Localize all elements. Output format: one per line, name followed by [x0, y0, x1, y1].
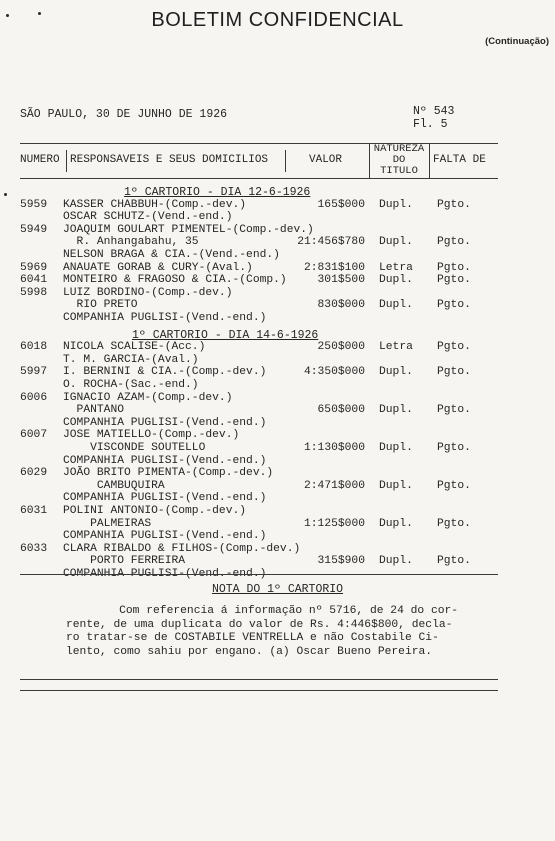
entry-number: 5949: [20, 223, 48, 236]
entry-description: CAMBUQUIRA: [63, 479, 165, 492]
table-row: [0, 455, 555, 468]
entry-value: 2:831$100: [303, 261, 365, 274]
entry-description: NELSON BRAGA & CIA.-(Vend.-end.): [63, 249, 280, 261]
table-row: [0, 211, 555, 224]
note-body: [66, 605, 512, 659]
entry-description: O. ROCHA-(Sac.-end.): [63, 379, 199, 391]
entry-reason: Pgto.: [437, 366, 471, 379]
entry-description: RIO PRETO: [63, 299, 138, 312]
sheet-number: Fl. 5: [413, 118, 448, 131]
entry-value: 250$000: [317, 341, 365, 354]
table-row: [0, 505, 555, 518]
entry-title-type: Dupl.: [379, 198, 413, 211]
entry-number: 6041: [20, 274, 48, 287]
section-title: 1º CARTORIO - DIA 12-6-1926: [124, 186, 311, 199]
entry-value: 2:471$000: [303, 479, 365, 492]
col-divider: [66, 150, 67, 172]
entry-description: JOSE MATIELLO-(Comp.-dev.): [63, 429, 240, 442]
margin-mark: [4, 193, 7, 196]
entry-description: OSCAR SCHUTZ-(Vend.-end.): [63, 211, 233, 224]
col-header-falta: FALTA DE: [433, 154, 486, 166]
continuation-label: (Continuação): [485, 36, 549, 47]
entry-value: 315$900: [317, 555, 365, 568]
section-title: 1º CARTORIO - DIA 14-6-1926: [132, 328, 319, 342]
entry-value: 1:130$000: [303, 442, 365, 454]
entry-title-type: Dupl.: [379, 555, 413, 568]
entry-reason: Pgto.: [437, 555, 471, 568]
entry-title-type: Letra: [379, 341, 413, 354]
entry-reason: Pgto.: [437, 442, 471, 454]
entry-description: POLINI ANTONIO-(Comp.-dev.): [63, 505, 247, 517]
entry-number: 6006: [20, 391, 48, 404]
entry-description: PORTO FERREIRA: [63, 555, 186, 568]
entry-title-type: Dupl.: [379, 299, 413, 312]
entry-description: PALMEIRAS: [63, 517, 152, 530]
entry-value: 4:350$000: [303, 366, 365, 379]
entry-description: ANAUATE GORAB & CURY-(Aval.): [63, 261, 253, 274]
table-end-rule: [20, 574, 498, 575]
issue-date: SÃO PAULO, 30 DE JUNHO DE 1926: [20, 108, 228, 121]
footer-rule: [20, 690, 498, 691]
entry-description: KASSER CHABBUH-(Comp.-dev.): [63, 198, 247, 211]
table-row: [0, 249, 555, 262]
col-header-natureza-titulo: TITULO: [380, 165, 418, 177]
col-divider: [285, 150, 286, 172]
table-row: [0, 417, 555, 430]
entry-description: COMPANHIA PUGLISI-(Vend.-end.): [63, 530, 267, 543]
entry-reason: Pgto.: [437, 341, 471, 354]
table-row: [0, 354, 555, 367]
footer-rule: [20, 679, 498, 680]
entry-number: 5969: [20, 261, 48, 274]
entry-description: COMPANHIA PUGLISI-(Vend.-end.): [63, 454, 267, 467]
entry-title-type: Letra: [379, 261, 413, 274]
table-row: [0, 236, 555, 249]
table-row: [0, 341, 555, 354]
col-divider: [429, 143, 430, 178]
entry-title-type: Dupl.: [379, 517, 413, 530]
entry-reason: Pgto.: [437, 517, 471, 530]
entry-description: T. M. GARCIA-(Aval.): [63, 353, 199, 366]
note-title: NOTA DO 1º CARTORIO: [211, 583, 344, 596]
table-row: [0, 287, 555, 300]
entry-description: LUIZ BORDINO-(Comp.-dev.): [63, 286, 233, 299]
note-line: ro tratar-se de COSTABILE VENTRELLA e não Costabile Ci-: [66, 632, 439, 644]
entry-description: COMPANHIA PUGLISI-(Vend.-end.): [63, 492, 267, 505]
entry-title-type: Dupl.: [379, 442, 413, 454]
table-row: [0, 442, 555, 455]
entry-reason: Pgto.: [437, 479, 471, 492]
entry-title-type: Dupl.: [379, 404, 413, 417]
entry-number: 6031: [20, 505, 48, 517]
table-row: [0, 429, 555, 442]
table-row: [0, 262, 555, 275]
col-header-responsaveis: RESPONSAVEIS E SEUS DOMICILIOS: [70, 154, 269, 166]
table-row: [0, 404, 555, 417]
table-row: [0, 480, 555, 493]
table-row: [0, 312, 555, 325]
entry-description: R. Anhangabahu, 35: [63, 236, 199, 249]
entry-reason: Pgto.: [437, 198, 471, 211]
entry-number: 5998: [20, 286, 48, 299]
entry-value: 650$000: [317, 404, 365, 417]
bulletin-title: BOLETIM CONFIDENCIAL: [151, 9, 404, 31]
table-row: [0, 530, 555, 543]
entry-value: 165$000: [317, 198, 365, 211]
entry-reason: Pgto.: [437, 404, 471, 417]
entry-title-type: Dupl.: [379, 366, 413, 379]
entry-number: 5959: [20, 198, 48, 211]
table-row: [0, 274, 555, 287]
entry-number: 6007: [20, 429, 48, 442]
entry-reason: Pgto.: [437, 274, 471, 287]
table-row: [0, 224, 555, 237]
entry-value: 301$500: [317, 274, 365, 287]
entry-description: CLARA RIBALDO & FILHOS-(Comp.-dev.): [63, 542, 301, 555]
entry-description: JOÃO BRITO PIMENTA-(Comp.-dev.): [63, 467, 274, 480]
note-line: lento, como sahiu por engano. (a) Oscar Bueno Pereira.: [66, 645, 433, 658]
entry-value: 830$000: [317, 299, 365, 312]
col-header-natureza: NATUREZA: [373, 143, 425, 155]
issue-number: Nº 543: [413, 105, 455, 118]
col-header-natureza-do: DO: [392, 154, 406, 166]
margin-mark: [6, 14, 9, 17]
entry-description: COMPANHIA PUGLISI-(Vend.-end.): [63, 568, 267, 580]
col-header-numero: NUMERO: [20, 154, 60, 166]
entry-number: 6029: [20, 467, 48, 480]
margin-mark: [38, 12, 41, 15]
table-row: [0, 379, 555, 392]
entry-description: COMPANHIA PUGLISI-(Vend.-end.): [63, 312, 267, 324]
table-row: [0, 543, 555, 556]
note-line: Com referencia á informação nº 5716, de 24 do cor-: [92, 605, 459, 617]
note-line: rente, de uma duplicata do valor de Rs. 4:446$800, decla-: [66, 618, 453, 631]
table-row: [0, 492, 555, 505]
entry-description: VISCONDE SOUTELLO: [63, 442, 206, 454]
entry-title-type: Dupl.: [379, 274, 413, 287]
entry-reason: Pgto.: [437, 299, 471, 312]
table-row: [0, 199, 555, 212]
table-row: [0, 299, 555, 312]
entry-description: JOAQUIM GOULART PIMENTEL-(Comp.-dev.): [63, 223, 314, 236]
entry-value: 1:125$000: [303, 517, 365, 530]
entry-title-type: Dupl.: [379, 236, 413, 249]
entry-value: 21:456$780: [297, 236, 365, 249]
entry-description: MONTEIRO & FRAGOSO & CIA.-(Comp.): [63, 274, 287, 287]
entry-reason: Pgto.: [437, 261, 471, 274]
entry-description: COMPANHIA PUGLISI-(Vend.-end.): [63, 416, 267, 429]
entry-description: IGNACIO AZAM-(Comp.-dev.): [63, 391, 233, 404]
entry-title-type: Dupl.: [379, 479, 413, 492]
table-row: [0, 392, 555, 405]
entry-number: 6033: [20, 542, 48, 555]
entry-number: 6018: [20, 341, 48, 354]
table-row: [0, 467, 555, 480]
entry-reason: Pgto.: [437, 236, 471, 249]
table-row: [0, 366, 555, 379]
header-bottom-rule: [20, 178, 498, 179]
table-row: [0, 518, 555, 531]
entry-description: I. BERNINI & CIA.-(Comp.-dev.): [63, 366, 267, 379]
entry-description: NICOLA SCALISE-(Acc.): [63, 341, 206, 354]
entry-number: 5997: [20, 366, 48, 379]
col-header-valor: VALOR: [309, 154, 343, 166]
entry-description: PANTANO: [63, 404, 125, 417]
table-row: [0, 555, 555, 568]
